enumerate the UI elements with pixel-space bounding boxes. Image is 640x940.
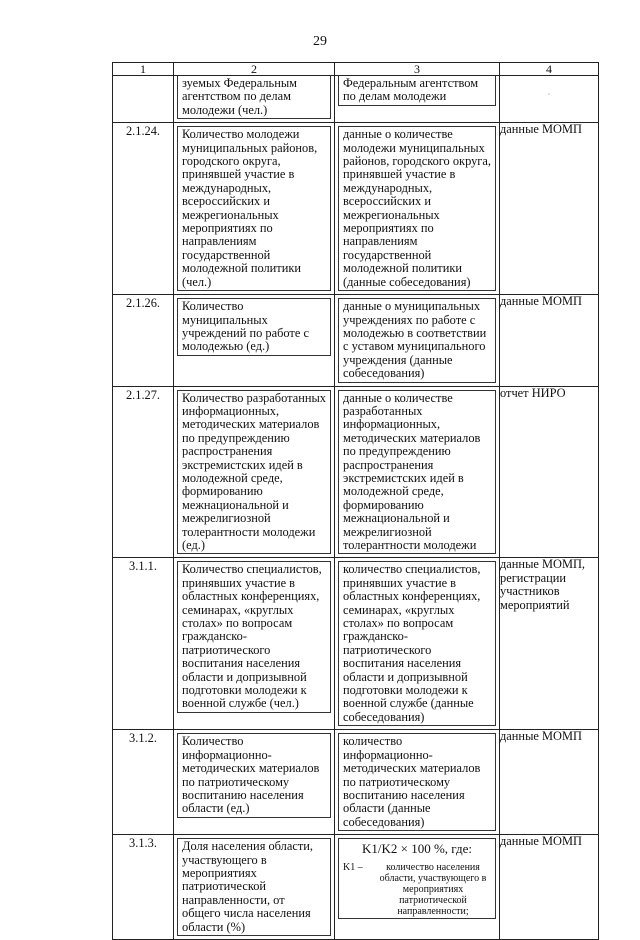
row-source-text: данные МОМП <box>500 294 582 309</box>
row-indicator-cell <box>174 835 335 940</box>
row-num-cell <box>113 558 174 730</box>
row-method-cell <box>335 558 500 730</box>
formula-block <box>338 838 496 918</box>
row-method-text: данные о муниципальных учреждениях по работе с молодежью в соответствии с уставом муниципального учреждения (данные собеседования) <box>338 298 496 382</box>
row-number: 3.1.2. <box>129 731 157 746</box>
continuation-indicator-cell <box>174 76 335 123</box>
row-indicator-text: Доля населения области, участвующего в мероприятиях патриотической направленности, от общего числа населения области (%) <box>177 838 331 936</box>
continuation-method-cell <box>335 76 500 123</box>
k1-text: количество населения области, участвующего в мероприятиях патриотической направленности; <box>379 861 487 917</box>
header-col-4: 4 <box>500 63 599 76</box>
row-method-text: данные о количестве молодежи муниципальных районов, городского округа, принявшей участие в международных, всероссийских и межрегиональных мероприятиях по направлениям государственной молодежной политики (данные собеседования) <box>338 126 496 291</box>
header-col-1: 1 <box>113 63 174 76</box>
row-number: 2.1.27. <box>125 387 161 402</box>
row-method-text: количество информационно-методических материалов по патриотическому воспитанию населения области (данные собеседования) <box>338 733 496 831</box>
table-row <box>113 386 599 558</box>
continuation-num-cell <box>113 76 174 123</box>
row-indicator-cell <box>174 386 335 558</box>
row-method-cell <box>335 295 500 386</box>
row-indicator-cell <box>174 123 335 295</box>
continuation-mark: · <box>547 90 551 99</box>
row-method-cell <box>335 730 500 835</box>
row-indicator-text: Количество разработанных информационных, методических материалов по предупреждению распространения экстремистских идей в молодежной среде, формированию межнациональной и межрелигиозной толерантности молодежи (ед.) <box>177 390 331 555</box>
row-number: 3.1.1. <box>129 559 157 574</box>
row-method-text: количество специалистов, принявших участие в областных конференциях, семинарах, «круглых столах» по вопросам гражданско-патриотического воспитания населения области и допризывной подготовки молодежи к военной службе (данные собеседования) <box>338 561 496 726</box>
row-num-cell <box>113 295 174 386</box>
row-num-cell <box>113 835 174 940</box>
row-method-cell <box>335 123 500 295</box>
row-source-text: данные МОМП <box>500 729 582 744</box>
row-source-cell <box>500 386 599 558</box>
row-source-cell <box>500 123 599 295</box>
row-indicator-cell <box>174 558 335 730</box>
row-indicator-text: Количество специалистов, принявших участие в областных конференциях, семинарах, «круглых столах» по вопросам гражданско-патриотического воспитания населения области и допризывной подготовки молодежи к военной службе (чел.) <box>177 561 331 712</box>
k1-definition <box>343 862 491 917</box>
formula-text: K1/K2 × 100 %, где: <box>362 841 472 857</box>
header-col-2: 2 <box>174 63 335 76</box>
row-source-text: отчет НИРО <box>500 385 566 400</box>
row-indicator-text: Количество муниципальных учреждений по работе с молодежью (ед.) <box>177 298 331 356</box>
table-row <box>113 558 599 730</box>
row-source-cell <box>500 295 599 386</box>
row-source-text: данные МОМП <box>500 834 582 849</box>
row-source-text: данные МОМП <box>500 122 582 137</box>
row-source-cell <box>500 730 599 835</box>
row-num-cell <box>113 386 174 558</box>
continuation-source-cell <box>500 76 599 123</box>
header-row <box>113 63 599 76</box>
row-number: 2.1.24. <box>125 124 161 139</box>
row-number: 3.1.3. <box>129 836 157 851</box>
header-col-3: 3 <box>335 63 500 76</box>
row-method-cell <box>335 835 500 940</box>
row-source-cell <box>500 835 599 940</box>
table-row <box>113 835 599 940</box>
table-row <box>113 730 599 835</box>
row-method-cell <box>335 386 500 558</box>
k1-symbol: K1 – <box>343 861 363 873</box>
row-indicator-text: Количество информационно-методических материалов по патриотическому воспитанию населения области (ед.) <box>177 733 331 817</box>
row-method-text: данные о количестве разработанных информационных, методических материалов по предупреждению распространения экстремистских идей в молодежной среде, формированию межнациональной и межрелигиозной толерантности молодежи <box>338 390 496 555</box>
row-indicator-cell <box>174 730 335 835</box>
page-number: 29 <box>313 34 327 49</box>
row-number: 2.1.26. <box>125 296 161 311</box>
row-num-cell <box>113 730 174 835</box>
row-source-cell <box>500 558 599 730</box>
row-indicator-cell <box>174 295 335 386</box>
indicators-table <box>112 62 599 940</box>
continuation-row <box>113 76 599 123</box>
table-row <box>113 123 599 295</box>
continuation-indicator-text: зуемых Федеральным агентством по делам молодежи (чел.) <box>177 76 331 119</box>
row-num-cell <box>113 123 174 295</box>
row-indicator-text: Количество молодежи муниципальных районов, городского округа, принявшей участие в международных, всероссийских и межрегиональных мероприятиях по направлениям государственной молодежной политики (чел.) <box>177 126 331 291</box>
table-row <box>113 295 599 386</box>
continuation-method-text: Федеральным агентством по делам молодежи <box>338 76 496 106</box>
row-source-text: данные МОМП, регистрации участников мероприятий <box>500 557 586 612</box>
